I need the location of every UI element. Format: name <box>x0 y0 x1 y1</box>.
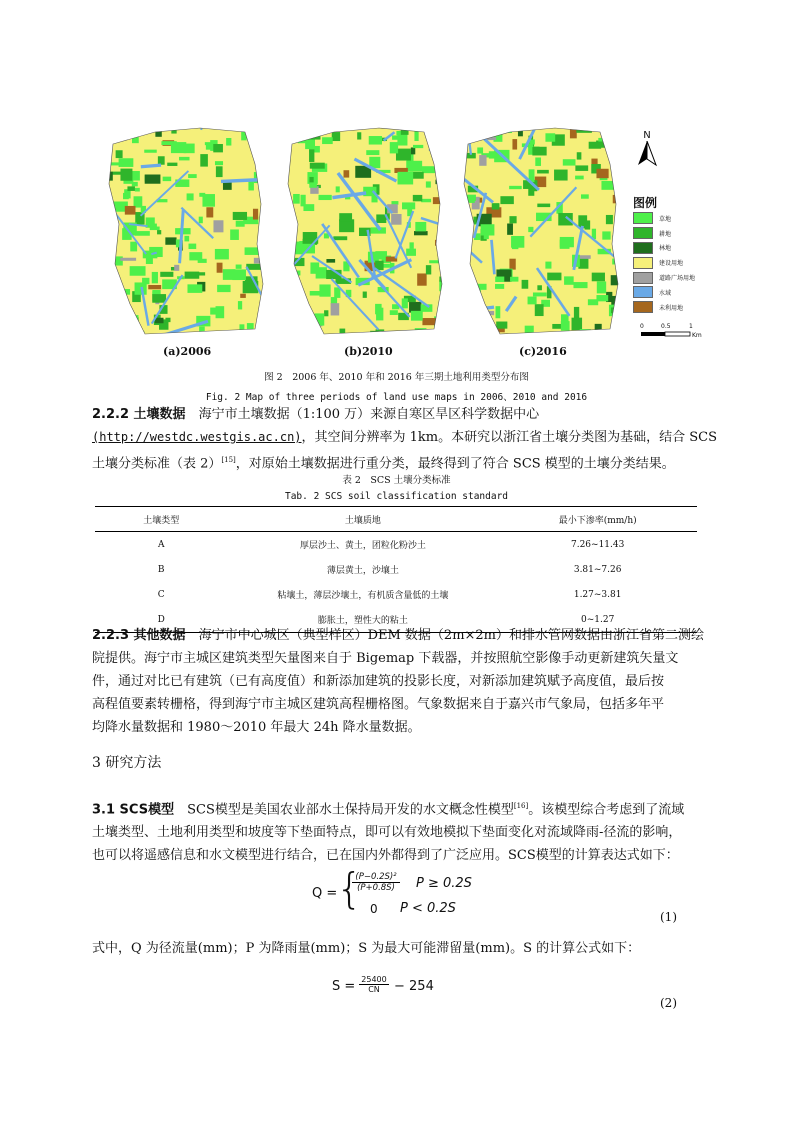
legend-swatch <box>633 212 653 224</box>
figure-caption-cn: 图 2 2006 年、2010 年和 2016 年三期土地利用类型分布图 <box>264 372 529 383</box>
table-cell: 1.27~3.81 <box>573 589 622 600</box>
eq2-lhs: S = <box>332 979 356 994</box>
section-31-paragraph <box>92 795 704 867</box>
eq1-numerator: (P−0.2S)² <box>355 872 397 882</box>
section-223-line: 件，通过对比已有建筑（已有高度值）和新添加建筑的投影长度，对新添加建筑赋予高度值，最后按 <box>92 674 665 689</box>
table-cell: 薄层黄土，沙壤土 <box>326 566 399 576</box>
legend-swatch <box>633 227 653 239</box>
section-223-line: 院提供。海宁市主城区建筑类型矢量图来自于 Bigemap 下载器，并按照航空影像手动更新建筑矢量文 <box>92 651 679 666</box>
table-cell: 0~1.27 <box>498 607 697 633</box>
citation-16: [16] <box>513 802 529 810</box>
equation-2 <box>332 973 472 1001</box>
legend-item <box>633 300 723 315</box>
table-row <box>95 582 697 607</box>
legend-label: 建设用地 <box>659 260 684 268</box>
table-header-row <box>95 507 697 532</box>
section-222-line3: 土壤分类标准（表 2） <box>92 456 222 472</box>
header-soil-type: 土壤类型 <box>95 507 227 532</box>
scale-tick-0: 0 <box>640 323 644 330</box>
scale-tick-1: 1 <box>689 323 693 330</box>
scale-tick-half: 0.5 <box>661 323 671 330</box>
scale-unit: Km <box>692 332 702 339</box>
eq1-condition-1: P ≥ 0.2S <box>416 876 472 891</box>
legend-item <box>633 285 723 300</box>
eq1-condition-2: P < 0.2S <box>400 901 456 916</box>
eq1-explanation: 式中，Q 为径流量(mm)；P 为降雨量(mm)；S 为最大可能滞留量(mm)。S 的计算公式如下： <box>92 941 641 956</box>
section-222-line3-tail: ，对原始土壤数据进行重分类，最终得到了符合 SCS 模型的土壤分类结果。 <box>235 456 675 472</box>
legend-label: 林地 <box>659 245 672 253</box>
table-row <box>95 532 697 558</box>
north-label: N <box>643 130 651 141</box>
legend-label: 草地 <box>659 215 672 223</box>
table-row <box>95 557 697 582</box>
legend-label: 未利用地 <box>659 304 684 312</box>
legend-swatch <box>633 272 653 284</box>
table-caption-en: Tab. 2 SCS soil classification standard <box>284 491 509 502</box>
section-31-heading: 3.1 SCS模型 <box>92 802 175 818</box>
map-legend <box>633 194 723 315</box>
section-222-paragraph <box>92 403 718 475</box>
table-cell: A <box>157 539 165 550</box>
table-cell: 厚层沙土、黄土，团粒化粉沙土 <box>299 541 426 551</box>
legend-swatch <box>633 301 653 313</box>
table-cell: 3.81~7.26 <box>573 564 622 575</box>
legend-label: 道路广场用地 <box>659 275 696 283</box>
equation-1 <box>312 864 512 922</box>
table-cell: 7.26~11.43 <box>570 539 625 550</box>
legend-item <box>633 255 723 270</box>
citation-15: [15] <box>221 456 236 464</box>
section-3-heading: 3 研究方法 <box>92 755 162 771</box>
legend-item <box>633 211 723 226</box>
eq2-numerator: 25400 <box>361 975 387 984</box>
panel-label-2016: (c)2016 <box>519 345 567 358</box>
header-soil-texture: 土壤质地 <box>227 507 498 532</box>
section-223-heading: 2.2.3 其他数据 <box>92 628 186 643</box>
section-222-line1: 海宁市土壤数据（1:100 万）来源自寒区旱区科学数据中心 <box>198 407 540 422</box>
section-223-line: 海宁市中心城区（典型样区）DEM 数据（2m×2m）和排水管网数据由浙江省第二测绘 <box>198 628 705 643</box>
legend-label: 耕地 <box>659 230 672 238</box>
table-cell: C <box>157 589 165 600</box>
header-infiltration: 最小下渗率(mm/h) <box>498 507 697 532</box>
legend-swatch <box>633 257 653 269</box>
scale-bar <box>640 323 725 343</box>
eq2-denominator: CN <box>359 984 389 994</box>
table-caption-cn: 表 2 SCS 土壤分类标准 <box>342 475 451 486</box>
eq1-denominator: (P+0.8S) <box>352 882 400 893</box>
north-arrow-icon <box>636 130 658 170</box>
legend-title: 图例 <box>633 196 658 210</box>
table-cell: 粘壤土，薄层沙壤土，有机质含量低的土壤 <box>277 591 449 601</box>
section-31-line1-tail: 。该模型综合考虑到了流域 <box>528 802 685 818</box>
section-223-paragraph <box>92 624 704 739</box>
legend-swatch <box>633 286 653 298</box>
table-cell: B <box>157 564 165 575</box>
section-31-line: 土壤类型、土地利用类型和坡度等下垫面特点，即可以有效地模拟下垫面变化对流域降雨-径流的影响， <box>92 825 682 841</box>
eq2-tail: − 254 <box>394 979 434 994</box>
legend-item <box>633 226 723 241</box>
section-222-line2: ，其空间分辨率为 1km。本研究以浙江省土壤分类图为基础，结合 SCS <box>301 430 718 445</box>
equation-1-number: (1) <box>660 910 677 924</box>
eq1-lhs: Q = <box>312 886 338 901</box>
section-31-line1: SCS模型是美国农业部水土保持局开发的水文概念性模型 <box>187 802 514 818</box>
panel-label-2010: (b)2010 <box>344 345 393 358</box>
equation-2-number: (2) <box>660 996 677 1010</box>
legend-label: 水域 <box>659 289 672 297</box>
panel-label-2006: (a)2006 <box>163 345 212 358</box>
data-source-link[interactable]: (http://westdc.westgis.ac.cn) <box>92 430 302 444</box>
eq1-zero: 0 <box>370 902 378 916</box>
legend-item <box>633 241 723 256</box>
eq1-brace: { <box>336 864 363 913</box>
table-cell: 膨胀土，塑性大的粘土 <box>227 607 498 633</box>
section-223-line: 均降水量数据和 1980～2010 年最大 24h 降水量数据。 <box>92 720 421 735</box>
figure-caption-en: Fig. 2 Map of three periods of land use maps in 2006、2010 and 2016 <box>205 392 588 403</box>
section-31-line: 也可以将遥感信息和水文模型进行结合，已在国内外都得到了广泛应用。SCS模型的计算表达式如下： <box>92 848 679 864</box>
land-use-map-2006 <box>105 124 267 336</box>
legend-swatch <box>633 242 653 254</box>
land-use-map-2010 <box>284 124 446 336</box>
legend-item <box>633 270 723 285</box>
table-cell: D <box>95 607 227 633</box>
section-222-heading: 2.2.2 土壤数据 <box>92 407 186 422</box>
land-use-map-2016 <box>460 124 622 336</box>
soil-classification-table <box>95 506 697 633</box>
section-223-line: 高程值要素转栅格，得到海宁市主城区建筑高程栅格图。气象数据来自于嘉兴市气象局，包括多年平 <box>92 697 665 712</box>
